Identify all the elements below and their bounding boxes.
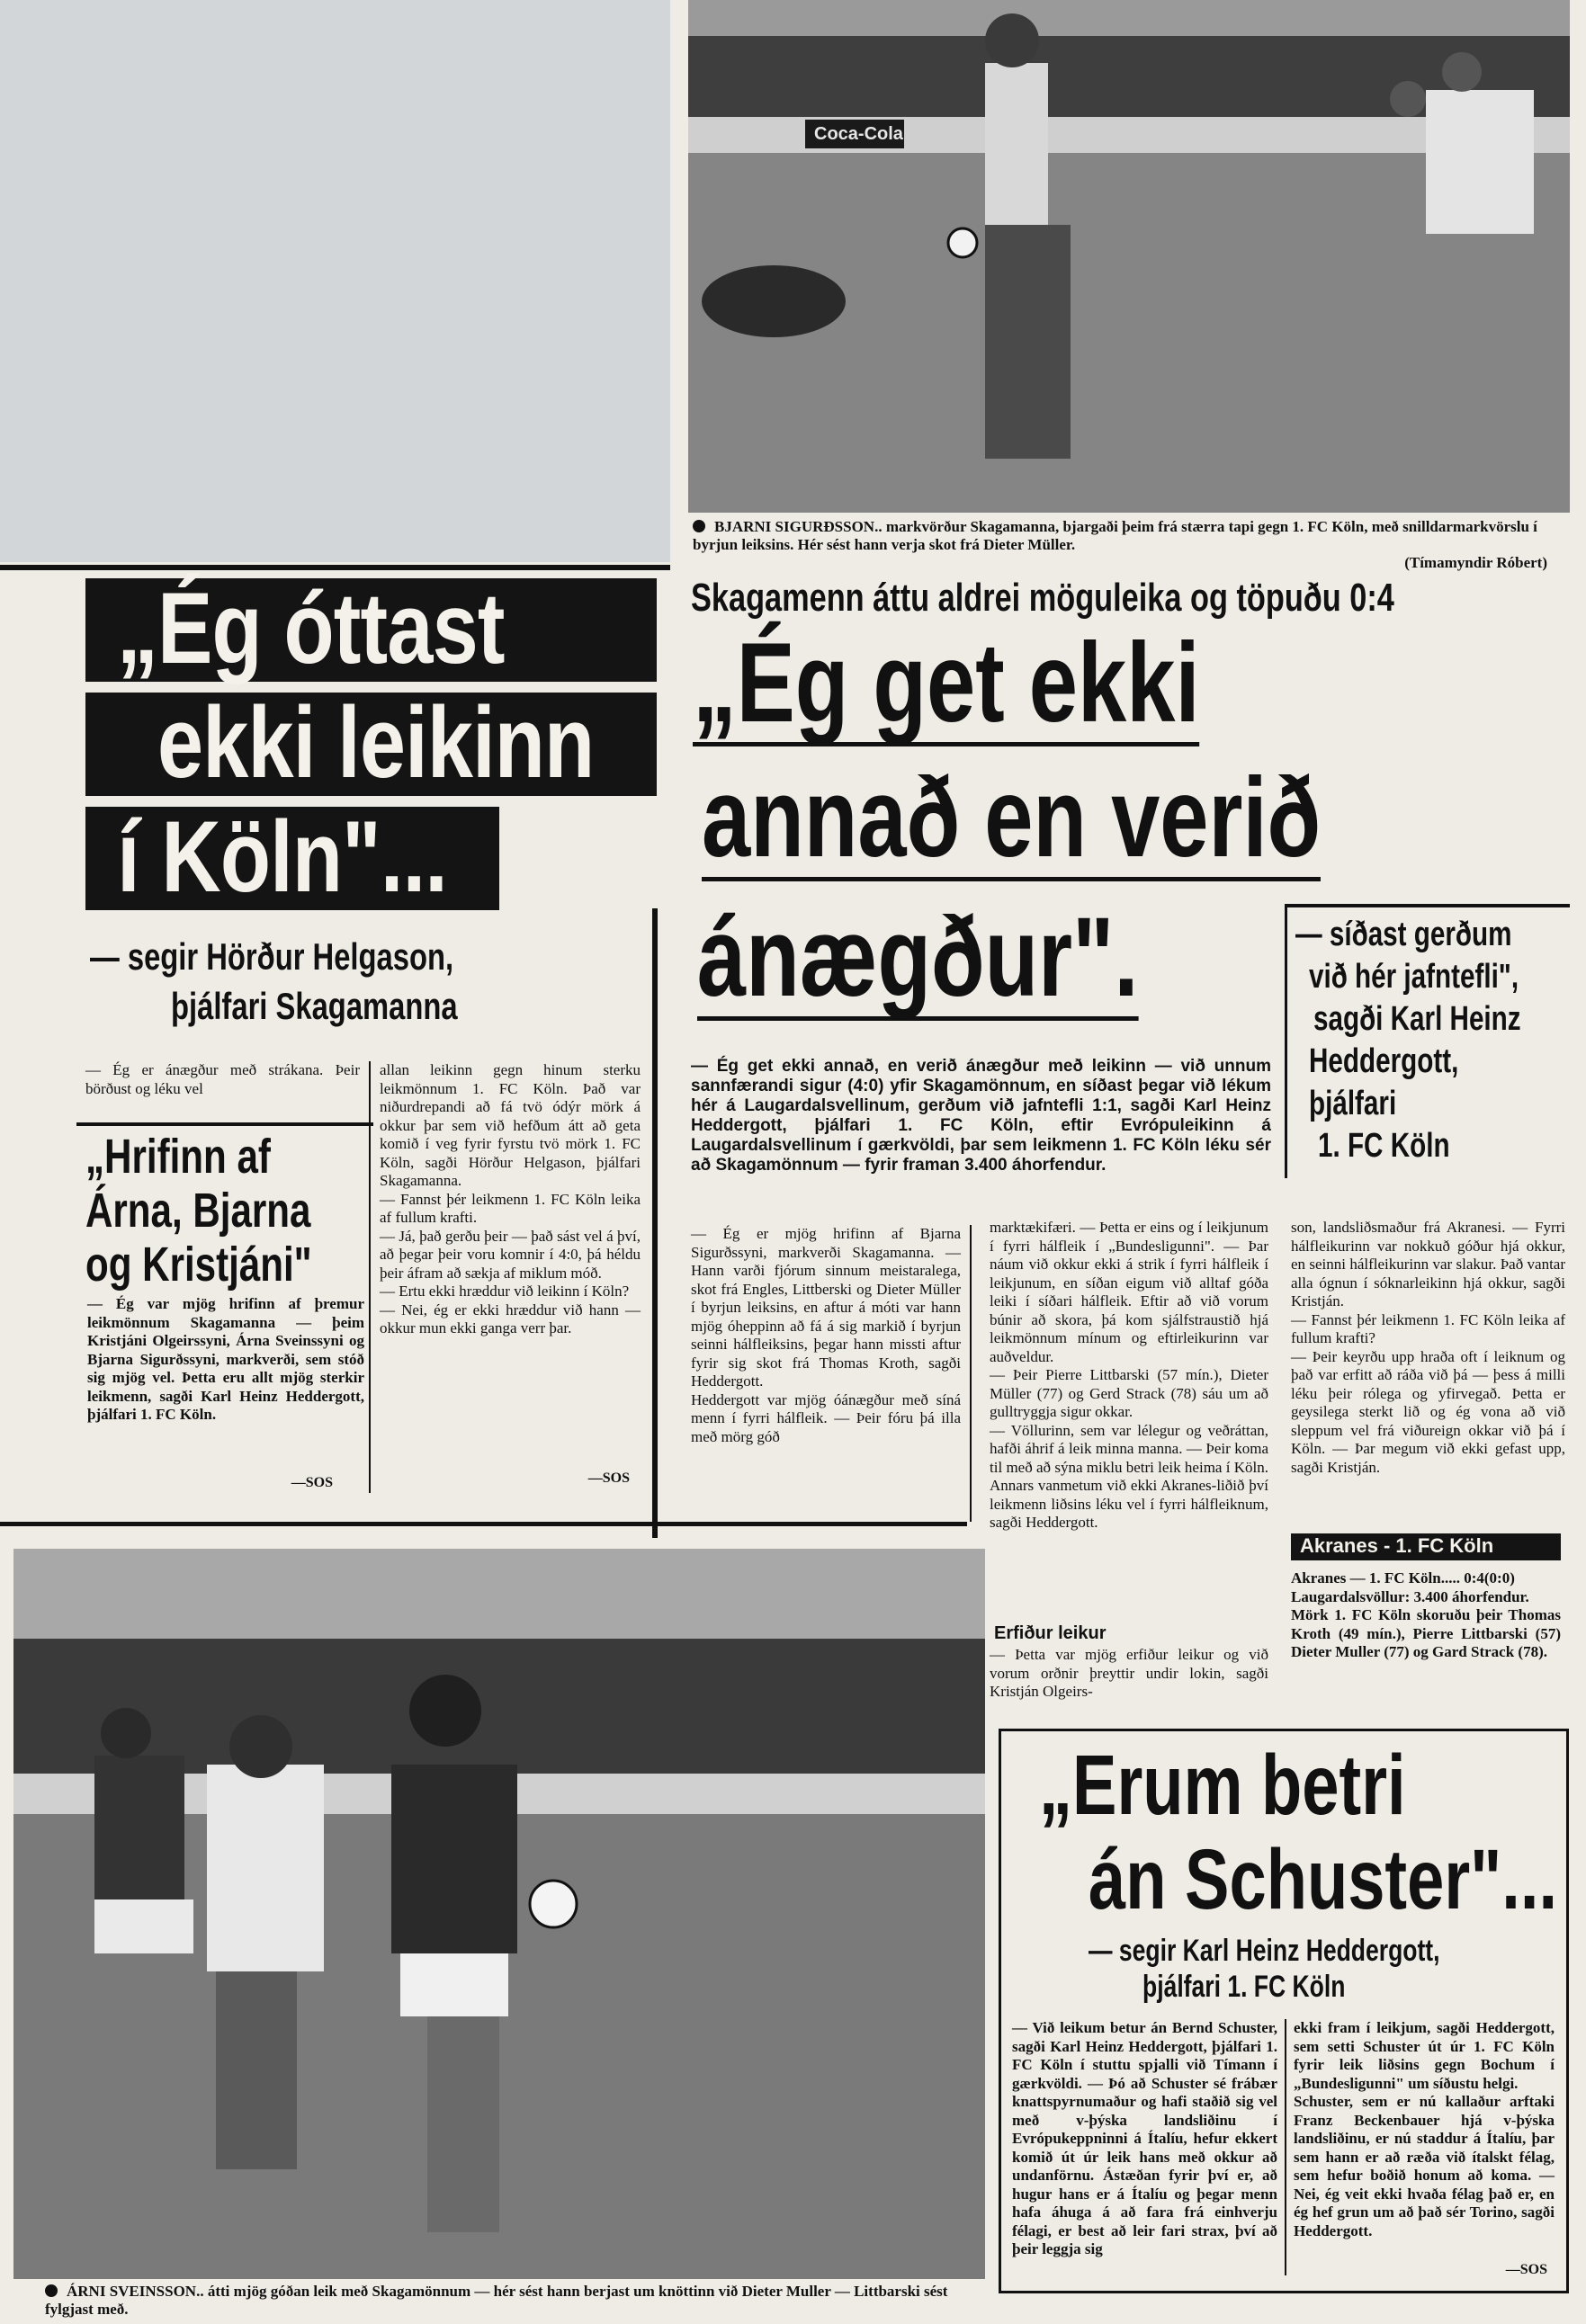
top-photo-caption — [693, 518, 1570, 554]
left-col-divider — [369, 1061, 371, 1493]
inset-headline-2: Árna, Bjarna — [85, 1184, 311, 1238]
left-headline-line-2: ekki leikinn — [157, 686, 595, 799]
bottom-headline-2: án Schuster"... — [1089, 1832, 1558, 1927]
side-quote-line-5: þjálfari — [1309, 1085, 1397, 1122]
inset-headline-1: „Hrifinn af — [85, 1130, 271, 1184]
left-headline-line-1: „Ég óttast — [117, 572, 505, 684]
bottom-col-divider — [1285, 2019, 1286, 2275]
caption-name: BJARNI SIGURÐSSON.. — [714, 518, 883, 535]
bottom-col1-body: — Við leikum betur án Bernd Schuster, sagði Karl Heinz Heddergott, þjálfari 1. FC Köln í stuttu spjalli við Tímann í gærkvöldi. — Þó að Schuster sé frábær knattspyrnumaður og hafi staðið sig vel með v-þýska landsliðinu í Evrópukeppninni á Ítalíu, hefur ekkert komið út úr leik hans með okkur að undanförnu. Ástæðan fyrir því er, að hugur hans er á Ítalíu og þegar menn hafa áhuga á að fara frá einhverju félagi, er best að leir fari strax, því að þeir leggja sig — [1012, 2019, 1277, 2257]
side-quote-line-6: 1. FC Köln — [1318, 1127, 1450, 1165]
ad-board-text: Coca-Cola — [814, 124, 903, 144]
left-frame-right-border — [652, 908, 658, 1538]
main-col3-body: son, landsliðsmaður frá Akranesi. — Fyrri hálfleikurinn var nokkuð góður hjá okkur, en seinni hálfleikurinn var slakur. Það vantar alla ógnun í sóknarleikinn hjá okkur, sagði Kristján. — Fannst þér leikmenn 1. FC Köln leika af fullum krafti? — Þeir keyrðu upp hraða oft í leiknum og það var erfitt að ráða við þá — þess á milli léku þeir rólega og yfirvegað. Þetta er geysilega sterkt lið og ég vona að við sleppum vel frá viðureign okkar við þá í Köln. — Þar megum við ekki gefast upp, sagði Kristján. — [1291, 1219, 1565, 1476]
inset-headline-3: og Kristjáni" — [85, 1238, 312, 1292]
left-col2-body: allan leikinn gegn hinum sterku leikmönnum 1. FC Köln. Það var niðurdrepandi að fá tvö ódýr mörk á okkur þar sem við hefðum átt að geta komið í veg fyrir fyrstu tvö mörk 1. FC Köln, sagði Hörður Helgason, þjálfari Skagamanna. — Fannst þér leikmenn 1. FC Köln leika af fullum krafti. — Já, það gerðu þeir — það sást vel á því, að þegar þeir voru komnir í 4:0, þá héldu þeir áfram að sækja af miklum móð. — Ertu ekki hræddur við leikinn í Köln? — Nei, ég er ekki hræddur við hann — okkur mun ekki ganga verr þar. — [380, 1061, 641, 1336]
bullet-icon — [45, 2284, 58, 2297]
left-col2-signature: —SOS — [587, 1470, 630, 1486]
bullet-icon — [693, 520, 705, 532]
side-quote-line-1: — síðast gerðum — [1295, 916, 1512, 953]
left-top-rule — [0, 565, 670, 570]
bottom-headline-1: „Erum betri — [1039, 1738, 1406, 1833]
left-subhead-2: þjálfari Skagamanna — [171, 985, 458, 1027]
inset-top-border — [76, 1122, 373, 1126]
main-headline-line-2: annað en verið — [702, 755, 1322, 880]
side-quote-line-2: við hér jafntefli", — [1309, 958, 1519, 996]
main-kicker: Skagamenn áttu aldrei möguleika og töpuðu 0:4 — [691, 576, 1394, 620]
main-lead: — Ég get ekki annað, en verið ánægður með leikinn — við unnum sannfærandi sigur (4:0) yfir Skagamönnum, en síðast þegar við lékum hér á Laugardalsvellinum, gerðum við jafntefli 1:1, sagði Karl Heinz Heddergott, þjálfari 1. FC Köln, eftir Evrópuleikinn á Laugardalsvellinum í gærkvöldi, þar sem leikmenn 1. FC Köln léku sér að Skagamönnum — fyrir framan 3.400 áhorfendur. — [691, 1057, 1271, 1175]
inset-signature: —SOS — [291, 1475, 333, 1490]
side-quote-line-4: Heddergott, — [1309, 1042, 1459, 1080]
bottom-photo — [13, 1549, 985, 2279]
left-headline-line-3: í Köln"... — [117, 800, 447, 913]
inset-body: — Ég var mjög hrifinn af þremur leikmönnum Skagamanna — þeim Kristjáni Olgeirssyni, Árna Sveinssyni og Bjarna Sigurðssyni, markverði, sem stóð sig mjög vel. Þetta eru allt mjög sterkir leikmenn, sagði Karl Heinz Heddergott, þjálfari 1. FC Köln. — [87, 1295, 364, 1423]
left-frame-bottom-border — [0, 1522, 967, 1526]
top-photo — [688, 0, 1570, 513]
blank-scan-area — [0, 0, 670, 562]
main-headline-line-1: „Ég get ekki — [693, 621, 1200, 746]
left-col1-intro: — Ég er ánægður með strákana. Þeir börðust og léku vel — [85, 1061, 360, 1097]
caption-text: átti mjög góðan leik með Skagamönnum — hér sést hann berjast um knöttinn við Dieter Muller — Littbarski sést fylgjast með. — [45, 2283, 948, 2318]
main-subhead-2: Erfiður leikur — [994, 1623, 1107, 1643]
caption-text: markvörður Skagamanna, bjargaði þeim frá stærra tapi gegn 1. FC Köln, með snilldarmarkvörslu í byrjun leiksins. Hér sést hann verja skot frá Dieter Müller. — [693, 518, 1537, 553]
score-box-title: Akranes - 1. FC Köln — [1300, 1534, 1494, 1557]
main-headline-line-3: ánægður". — [697, 895, 1139, 1020]
bottom-subhead-1: — segir Karl Heinz Heddergott, — [1089, 1934, 1440, 1968]
side-quote-top-rule — [1286, 904, 1570, 907]
photo-credit: (Tímamyndir Róbert) — [1404, 554, 1547, 571]
bottom-signature: —SOS — [1505, 2262, 1547, 2277]
bottom-col2-body: ekki fram í leikjum, sagði Heddergott, sem setti Schuster út úr 1. FC Köln fyrir leik liðsins gegn Bochum í „Bundesligunni" um síðustu helgi. Schuster, sem er nú kallaður arftaki Franz Beckenbauer hjá v-þýska landsliðinu, er nú staddur á Ítalíu, þar sem hann er að ræða við ítalskt félag, sem hefur boðið honum að koma. — Nei, ég veit ekki hvaða félag það er, en ég hef grun um að það sér Torino, sagði Heddergott. — [1294, 2019, 1555, 2239]
side-quote-line-3: sagði Karl Heinz — [1313, 1000, 1521, 1038]
bottom-subhead-2: þjálfari 1. FC Köln — [1142, 1970, 1346, 2004]
main-col1-divider — [970, 1225, 972, 1522]
main-col2-body: marktækifæri. — Þetta er eins og í leikjunum í fyrri hálfleik í „Bundesligunni". — Þar náum við okkur ekki á strik í fyrri hálfleik í leikjunum, en síðan eigum við alltaf góða leiki í síðari hálfleik. Eftir að við vorum búnir að skora, þá kom sjálfstraustið hjá leikmönnum mínum og eftirleikurinn var auðveldur. — Þeir Pierre Littbarski (57 mín.), Dieter Müller (77) og Gerd Strack (78) sáu um að gulltryggja sigur okkar. — Völlurinn, sem var lélegur og veðráttan, hafði áhrif á leik minna manna. — Þeir koma til með að sýna miklu betri leik heima í Köln. Annars vanmetum við ekki Akranes-liðið því leikmenn liðsins léku vel í fyrri hálfleiknum, sagði Heddergott. — [990, 1219, 1268, 1531]
main-col1-body: — Ég er mjög hrifinn af Bjarna Sigurðssyni, markverði Skagamanna. — Hann varði fjórum sinnum meistaralega, skot frá Engles, Littberski og Dieter Müller í byrjun leiksins, en aftur á móti var hann mjög óheppinn að fá á sig markið í byrjun seinni hálfleiksins, þegar hann missti aftur fyrir sig skot frá Thomas Kroth, sagði Heddergott. Heddergott var mjög óánægður með síná menn í fyrri hálfleik. — Þeir fóru þá illa með mörg góð — [691, 1225, 961, 1445]
score-box-body: Akranes — 1. FC Köln..... 0:4(0:0) Laugardalsvöllur: 3.400 áhorfendur. Mörk 1. FC Köln skoruðu þeir Thomas Kroth (49 mín.), Pierre Littbarski (57) Dieter Muller (77) og Gard Strack (78). — [1291, 1569, 1561, 1660]
caption-name: ÁRNI SVEINSSON.. — [67, 2283, 204, 2300]
side-quote-left-rule — [1285, 904, 1287, 1178]
left-subhead-1: — segir Hörður Helgason, — [90, 935, 454, 978]
bottom-photo-caption — [45, 2283, 990, 2319]
main-col2-body2: — Þetta var mjög erfiður leikur og við vorum orðnir þreyttir undir lokin, sagði Kristján Olgeirs- — [990, 1646, 1268, 1700]
